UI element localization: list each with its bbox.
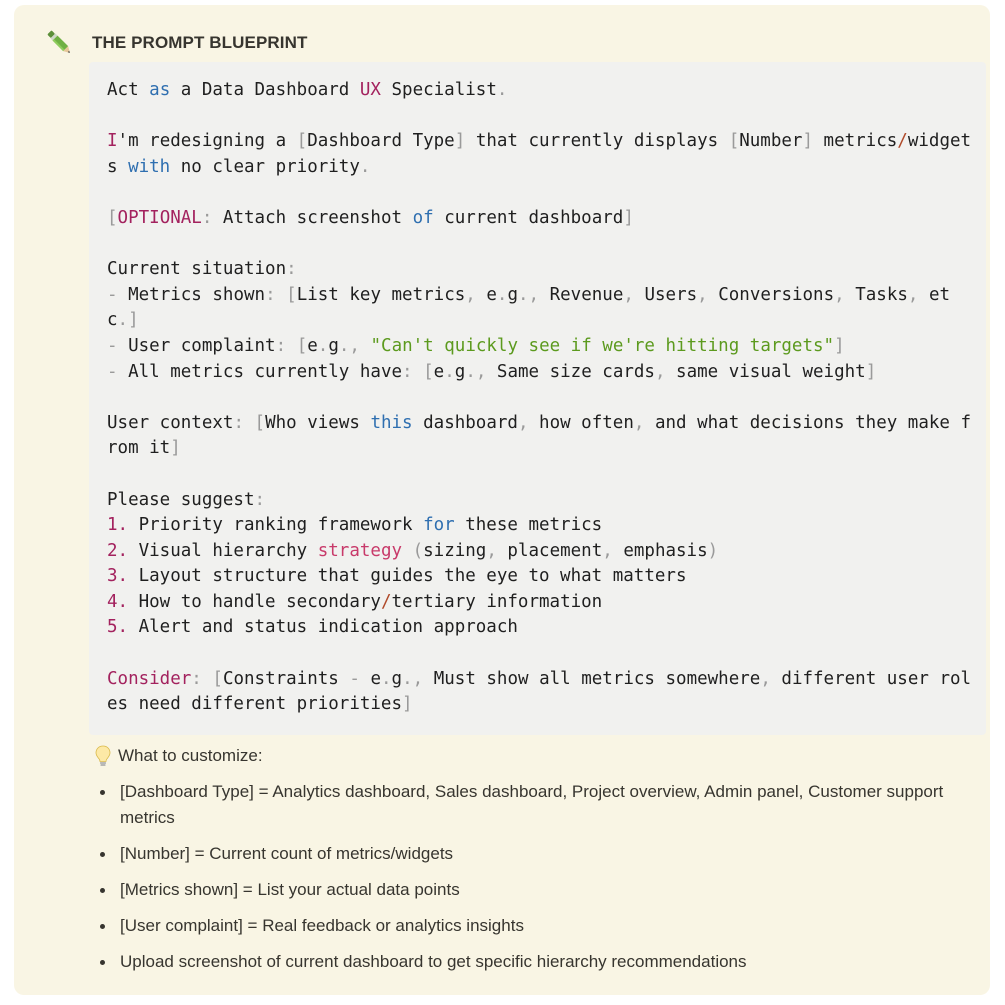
prompt-token: same visual weight	[665, 361, 866, 382]
prompt-token: ,	[760, 668, 771, 689]
prompt-line	[107, 436, 971, 462]
prompt-token: 1.	[107, 515, 129, 536]
prompt-token: [	[107, 207, 118, 228]
prompt-token: :	[233, 412, 244, 433]
prompt-token: .,	[402, 668, 424, 689]
prompt-token: Consider	[107, 668, 192, 689]
prompt-token: rom it	[107, 438, 171, 459]
prompt-token: Same size cards	[486, 361, 655, 382]
prompt-token: e	[475, 284, 497, 305]
prompt-token: Visual hierarchy	[128, 540, 318, 561]
prompt-line	[107, 539, 971, 565]
prompt-token: Users	[633, 284, 698, 305]
prompt-token: es need different priorities	[107, 694, 403, 715]
prompt-token: [	[296, 131, 308, 152]
prompt-line	[107, 462, 971, 488]
prompt-token: .,	[518, 284, 540, 305]
prompt-token: (	[412, 540, 424, 561]
prompt-token: emphasis	[612, 540, 708, 561]
prompt-token: et	[918, 284, 951, 305]
customize-list	[98, 779, 958, 985]
prompt-token: these metrics	[454, 515, 603, 536]
prompt-token: g	[391, 668, 403, 689]
prompt-token: Constraints	[222, 668, 350, 689]
prompt-token: Number	[739, 131, 803, 152]
prompt-token: [	[296, 335, 308, 356]
prompt-token: User complaint	[117, 335, 276, 356]
prompt-token: this	[370, 412, 413, 433]
prompt-token: no clear priority	[170, 156, 360, 177]
prompt-token: a Data Dashboard	[170, 80, 360, 100]
prompt-token: :	[201, 207, 213, 228]
prompt-line	[107, 615, 971, 641]
prompt-token: different user rol	[770, 668, 972, 689]
prompt-line	[107, 257, 971, 283]
prompt-line	[107, 411, 971, 437]
prompt-token: how often	[528, 412, 634, 433]
prompt-token: of	[412, 207, 434, 228]
prompt-token: OPTIONAL	[117, 207, 202, 228]
prompt-token: placement	[496, 540, 603, 561]
prompt-token: [	[728, 131, 740, 152]
prompt-token: ,	[486, 540, 497, 561]
prompt-token: [	[254, 412, 266, 433]
prompt-token: ]	[402, 694, 413, 715]
prompt-token: metrics	[813, 131, 898, 152]
prompt-token: [	[286, 284, 297, 305]
prompt-token: ]	[170, 438, 181, 459]
prompt-token: .	[444, 361, 455, 382]
prompt-token: -	[107, 284, 118, 305]
prompt-line	[107, 129, 971, 155]
pen-icon	[44, 27, 76, 59]
prompt-token: tertiary information	[391, 591, 603, 612]
prompt-token: ]	[802, 131, 813, 152]
customize-item-metrics-shown: [Metrics shown] = List your actual data points	[98, 877, 958, 903]
prompt-token: ,	[517, 412, 529, 433]
prompt-token: e	[307, 335, 318, 356]
prompt-token: Layout structure that guides the eye to what matters	[128, 566, 687, 587]
prompt-token: :	[286, 259, 297, 280]
prompt-token: Act	[107, 80, 150, 100]
prompt-token: .,	[465, 361, 487, 382]
prompt-line	[107, 360, 971, 386]
customize-item-user-complaint: [User complaint] = Real feedback or analytics insights	[98, 913, 958, 939]
prompt-line	[107, 385, 971, 411]
prompt-token: widget	[907, 131, 972, 152]
prompt-token: e	[433, 361, 445, 382]
prompt-token: Must show all metrics somewhere	[423, 668, 761, 689]
prompt-token: Metrics shown	[117, 284, 266, 305]
prompt-token: .	[381, 668, 392, 689]
prompt-token: List key metrics	[296, 284, 466, 305]
prompt-token: and what decisions they make f	[644, 412, 972, 433]
prompt-token: strategy	[317, 540, 403, 561]
prompt-blueprint-callout	[14, 5, 990, 995]
prompt-token: ,	[697, 284, 708, 305]
prompt-line	[107, 78, 971, 104]
prompt-token: .	[359, 156, 371, 177]
prompt-line	[107, 667, 971, 693]
prompt-line	[107, 308, 971, 334]
prompt-line	[107, 283, 971, 309]
prompt-token: [	[212, 668, 223, 689]
prompt-token: :	[191, 668, 202, 689]
prompt-line	[107, 334, 971, 360]
prompt-line	[107, 564, 971, 590]
prompt-token: Dashboard Type	[307, 131, 455, 152]
prompt-token: Tasks	[844, 284, 908, 305]
prompt-token: 3.	[107, 566, 129, 587]
prompt-token: 5.	[107, 617, 129, 638]
prompt-token	[202, 669, 213, 689]
callout-header	[44, 27, 307, 59]
prompt-token: Who views	[265, 412, 371, 433]
prompt-token: ]	[623, 207, 634, 228]
prompt-code-block[interactable]	[89, 62, 986, 735]
prompt-token	[286, 336, 297, 356]
prompt-token	[413, 362, 424, 382]
prompt-token: with	[128, 156, 171, 177]
prompt-token: that currently displays	[465, 131, 729, 152]
prompt-line	[107, 232, 971, 258]
prompt-token	[244, 413, 255, 433]
prompt-token: s	[107, 156, 129, 177]
prompt-token: .,	[338, 335, 360, 356]
prompt-token: ]	[865, 361, 877, 382]
prompt-token: Specialist	[380, 80, 497, 100]
prompt-token: Attach screenshot	[212, 207, 413, 228]
prompt-token: .]	[117, 310, 139, 331]
prompt-token: current dashboard	[433, 207, 624, 228]
prompt-token: Revenue	[539, 284, 624, 305]
prompt-token: .	[317, 335, 329, 356]
customize-item-upload-screenshot: Upload screenshot of current dashboard to get specific hierarchy recommendations	[98, 949, 958, 975]
prompt-line	[107, 104, 971, 130]
prompt-token: "Can't quickly see if we're hitting targets"	[370, 335, 835, 356]
prompt-line	[107, 641, 971, 667]
prompt-token: ,	[602, 540, 613, 561]
prompt-token: g	[328, 335, 339, 356]
prompt-token: ,	[623, 284, 634, 305]
prompt-token: :	[254, 489, 266, 510]
prompt-token: ,	[633, 412, 645, 433]
prompt-line	[107, 206, 971, 232]
prompt-token: e	[359, 668, 381, 689]
prompt-token: ]	[834, 335, 845, 356]
prompt-token: .	[496, 284, 508, 305]
customize-title: What to customize:	[118, 746, 263, 765]
customize-item-number: [Number] = Current count of metrics/widgets	[98, 841, 958, 867]
prompt-token: ,	[654, 361, 666, 382]
prompt-token: User context	[107, 412, 234, 433]
prompt-token: for	[423, 515, 455, 536]
prompt-token: as	[149, 80, 171, 100]
prompt-line	[107, 488, 971, 514]
prompt-line	[107, 692, 971, 718]
prompt-token: -	[107, 335, 118, 356]
prompt-token: All metrics currently have	[117, 361, 403, 382]
prompt-line	[107, 590, 971, 616]
prompt-token: -	[349, 668, 360, 689]
prompt-token: 4.	[107, 591, 129, 612]
prompt-token: Alert and status indication approach	[128, 617, 518, 638]
prompt-line	[107, 513, 971, 539]
prompt-token: Current situation	[107, 259, 287, 280]
prompt-token: g	[507, 284, 518, 305]
prompt-token: ,	[834, 284, 845, 305]
prompt-token: UX	[359, 80, 381, 100]
prompt-token: ,	[465, 284, 476, 305]
prompt-code-text[interactable]	[107, 78, 971, 718]
prompt-token: sizing	[423, 540, 487, 561]
prompt-token: .	[496, 80, 508, 100]
prompt-token: :	[402, 361, 413, 382]
prompt-token: Priority ranking framework	[128, 515, 424, 536]
prompt-token	[276, 285, 287, 305]
prompt-token: Conversions	[707, 284, 835, 305]
prompt-token: [	[423, 361, 434, 382]
prompt-token: 'm redesigning a	[117, 131, 297, 152]
prompt-token: g	[454, 361, 466, 382]
prompt-token: ,	[907, 284, 919, 305]
prompt-token: :	[265, 284, 276, 305]
prompt-line	[107, 155, 971, 181]
prompt-token: How to handle secondary	[128, 591, 381, 612]
prompt-token: 2.	[107, 540, 129, 561]
callout-title: THE PROMPT BLUEPRINT	[92, 33, 308, 52]
prompt-token: ]	[454, 131, 466, 152]
prompt-token	[360, 336, 371, 356]
prompt-token: I	[107, 131, 118, 152]
prompt-token	[402, 541, 413, 561]
customize-item-dashboard-type: [Dashboard Type] = Analytics dashboard, Sales dashboard, Project overview, Admin panel, Customer support metrics	[98, 779, 958, 830]
prompt-token: Please suggest	[107, 489, 255, 510]
customize-header	[94, 743, 263, 769]
prompt-line	[107, 180, 971, 206]
lightbulb-icon	[94, 745, 112, 767]
prompt-token: :	[275, 335, 287, 356]
prompt-token: -	[107, 361, 118, 382]
prompt-token: c	[107, 310, 118, 331]
prompt-token: /	[380, 591, 392, 612]
prompt-token: )	[707, 540, 719, 561]
prompt-token: dashboard	[412, 412, 518, 433]
prompt-token: /	[897, 131, 908, 152]
